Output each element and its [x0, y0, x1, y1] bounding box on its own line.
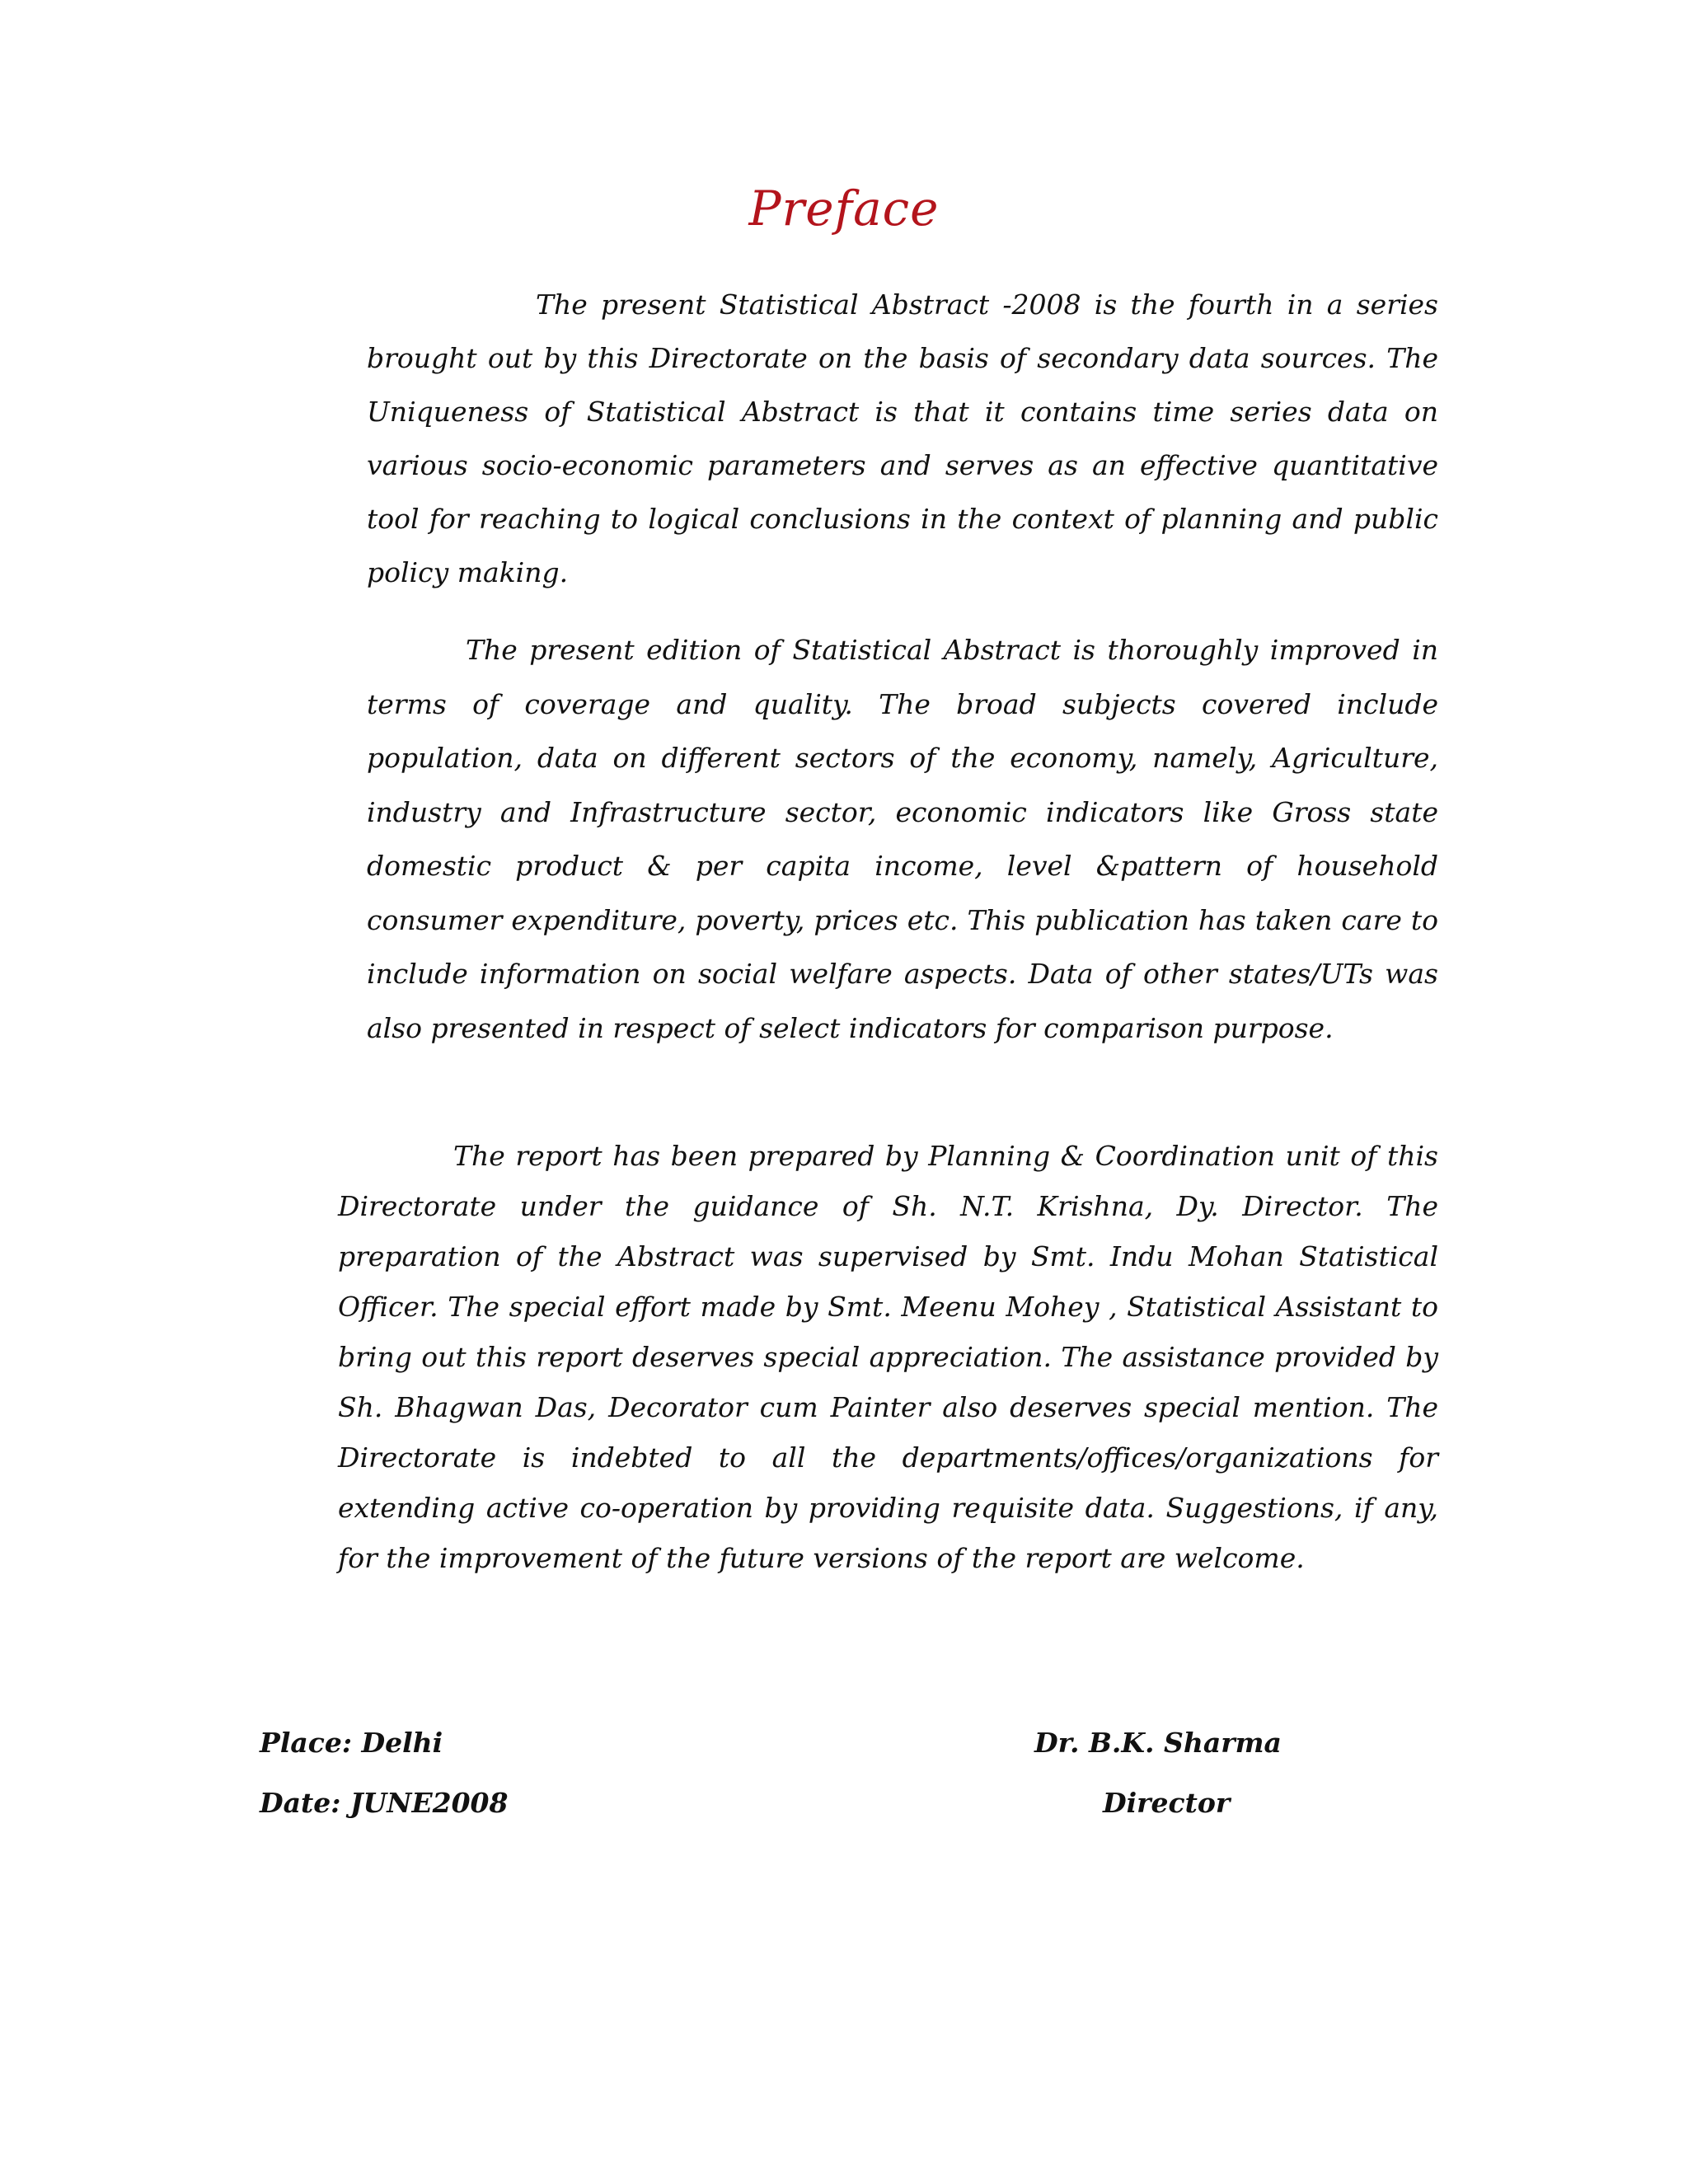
paragraph-intro: The present Statistical Abstract -2008 is the fourth in a series brought out by this Directorate on the basis of secondary data sources. The Uniqueness of Statistical Abstract is that it contains time series data on various socio-economic parameters and serves as an effective quantitative tool for reaching to logical conclusions in the context of planning and public policy making.	[367, 288, 1438, 588]
signatory-title: Director	[1103, 1787, 1231, 1819]
signatory-name: Dr. B.K. Sharma	[1034, 1727, 1282, 1759]
date-label: Date: JUNE2008	[260, 1787, 509, 1819]
paragraph-edition: The present edition of Statistical Abstract is thoroughly improved in terms of coverage and quality. The broad subjects covered include population, data on different sectors of the economy, namely, Agriculture, industry and Infrastructure sector, economic indicators like Gross state domestic product & per capita income, level &pattern of household consumer expenditure, poverty, prices etc. This publication has taken care to include information on social welfare aspects. Data of other states/UTs was also presented in respect of select indicators for comparison purpose.	[367, 634, 1438, 1044]
place-label: Place: Delhi	[260, 1727, 443, 1759]
paragraph-acknowledgements: The report has been prepared by Planning & Coordination unit of this Directorate under the guidance of Sh. N.T. Krishna, Dy. Director. The preparation of the Abstract was supervised by Smt. Indu Mohan Statistical Officer. The special effort made by Smt. Meenu Mohey , Statistical Assistant to bring out this report deserves special appreciation. The assistance provided by Sh. Bhagwan Das, Decorator cum Painter also deserves special mention. The Directorate is indebted to all the departments/offices/organizations for extending active co-operation by providing requisite data. Suggestions, if any, for the improvement of the future versions of the report are welcome.	[338, 1140, 1438, 1574]
page-title: Preface	[748, 180, 940, 237]
